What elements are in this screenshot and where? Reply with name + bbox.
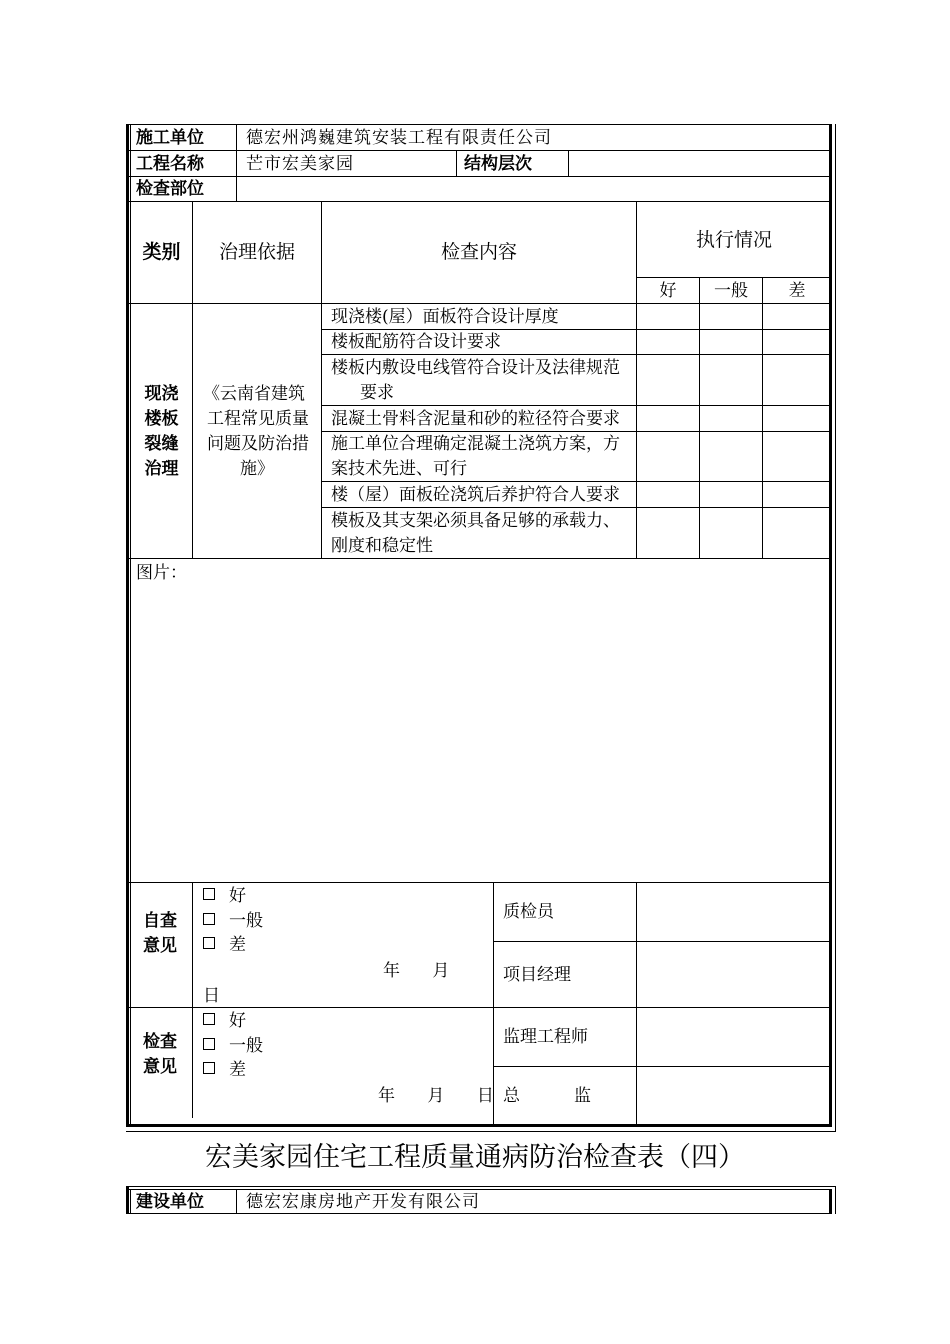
supervision-engineer-label: 监理工程师 <box>503 1027 588 1047</box>
category-line-2: 楼板 <box>144 409 179 429</box>
self-check-date-d: 日 <box>203 986 220 1006</box>
contractor-value: 德宏州鸿巍建筑安装工程有限责任公司 <box>246 128 552 148</box>
content-header: 检查内容 <box>440 241 517 263</box>
inspection-label-1: 检查 <box>143 1032 177 1052</box>
self-check-option-poor[interactable]: 差 <box>203 935 246 955</box>
builder-value: 德宏宏康房地产开发有限公司 <box>246 1192 480 1212</box>
table-right-outer-border <box>835 124 836 1132</box>
basis-line-1: 《云南省建筑 <box>203 384 305 404</box>
table-left-inner-border <box>130 124 131 1124</box>
inspection-option-poor[interactable]: 差 <box>203 1060 246 1080</box>
check-item-7: 模板及其支架必须具备足够的承载力、 <box>331 511 620 531</box>
self-check-label-1: 自查 <box>143 911 177 931</box>
self-check-date-ym: 年 月 <box>383 961 450 981</box>
project-value: 芒市宏美家园 <box>246 154 354 174</box>
check-item-1: 现浇楼(屋）面板符合设计厚度 <box>331 307 559 327</box>
self-check-option-good[interactable]: 好 <box>203 886 246 906</box>
check-item-6: 楼（屋）面板砼浇筑后养护符合人要求 <box>331 485 620 505</box>
checkbox-icon[interactable] <box>203 888 215 900</box>
checkbox-icon[interactable] <box>203 1038 215 1050</box>
table-right-border <box>829 124 832 1124</box>
inspection-date: 年 月 日 <box>378 1086 494 1106</box>
good-header: 好 <box>659 281 677 301</box>
category-header: 类别 <box>142 241 181 263</box>
execution-header: 执行情况 <box>695 229 772 251</box>
project-label: 工程名称 <box>136 154 204 174</box>
category-line-1: 现浇 <box>144 384 179 404</box>
table-left-border <box>126 124 129 1124</box>
check-item-2: 楼板配筋符合设计要求 <box>331 332 501 352</box>
qc-inspector-label: 质检员 <box>503 902 554 922</box>
next-form-title: 宏美家园住宅工程质量通病防治检查表（四） <box>205 1142 745 1173</box>
checkbox-icon[interactable] <box>203 1013 215 1025</box>
project-manager-label: 项目经理 <box>503 965 571 985</box>
category-line-3: 裂缝 <box>144 434 179 454</box>
self-check-option-fair[interactable]: 一般 <box>203 911 263 931</box>
photo-label: 图片： <box>136 563 187 583</box>
category-line-4: 治理 <box>144 459 179 479</box>
inspection-option-fair[interactable]: 一般 <box>203 1036 263 1056</box>
contractor-label: 施工单位 <box>136 128 204 148</box>
location-label: 检查部位 <box>136 179 204 199</box>
check-item-5-cont: 案技术先进、可行 <box>331 459 467 479</box>
basis-line-4: 施》 <box>240 459 274 479</box>
builder-label: 建设单位 <box>136 1192 204 1212</box>
check-item-3: 楼板内敷设电线管符合设计及法律规范 <box>331 358 620 378</box>
check-item-7-cont: 刚度和稳定性 <box>331 536 433 556</box>
self-check-label-2: 意见 <box>143 936 177 956</box>
basis-header: 治理依据 <box>218 241 295 263</box>
checkbox-icon[interactable] <box>203 913 215 925</box>
structure-label: 结构层次 <box>464 154 532 174</box>
inspection-option-good[interactable]: 好 <box>203 1011 246 1031</box>
check-item-5: 施工单位合理确定混凝土浇筑方案，方 <box>331 434 620 454</box>
basis-line-2: 工程常见质量 <box>207 409 309 429</box>
checkbox-icon[interactable] <box>203 937 215 949</box>
table-bottom-border <box>126 1124 832 1127</box>
fair-header: 一般 <box>714 281 748 301</box>
basis-line-3: 问题及防治措 <box>207 434 309 454</box>
table-bottom-outer-border <box>126 1131 836 1132</box>
table-top-border <box>129 124 831 125</box>
check-item-4: 混凝土骨料含泥量和砂的粒径符合要求 <box>331 409 620 429</box>
poor-header: 差 <box>788 281 806 301</box>
inspection-label-2: 意见 <box>143 1057 177 1077</box>
checkbox-icon[interactable] <box>203 1062 215 1074</box>
check-item-3-cont: 要求 <box>360 383 394 403</box>
chief-supervisor-label: 总 监 <box>503 1086 592 1106</box>
